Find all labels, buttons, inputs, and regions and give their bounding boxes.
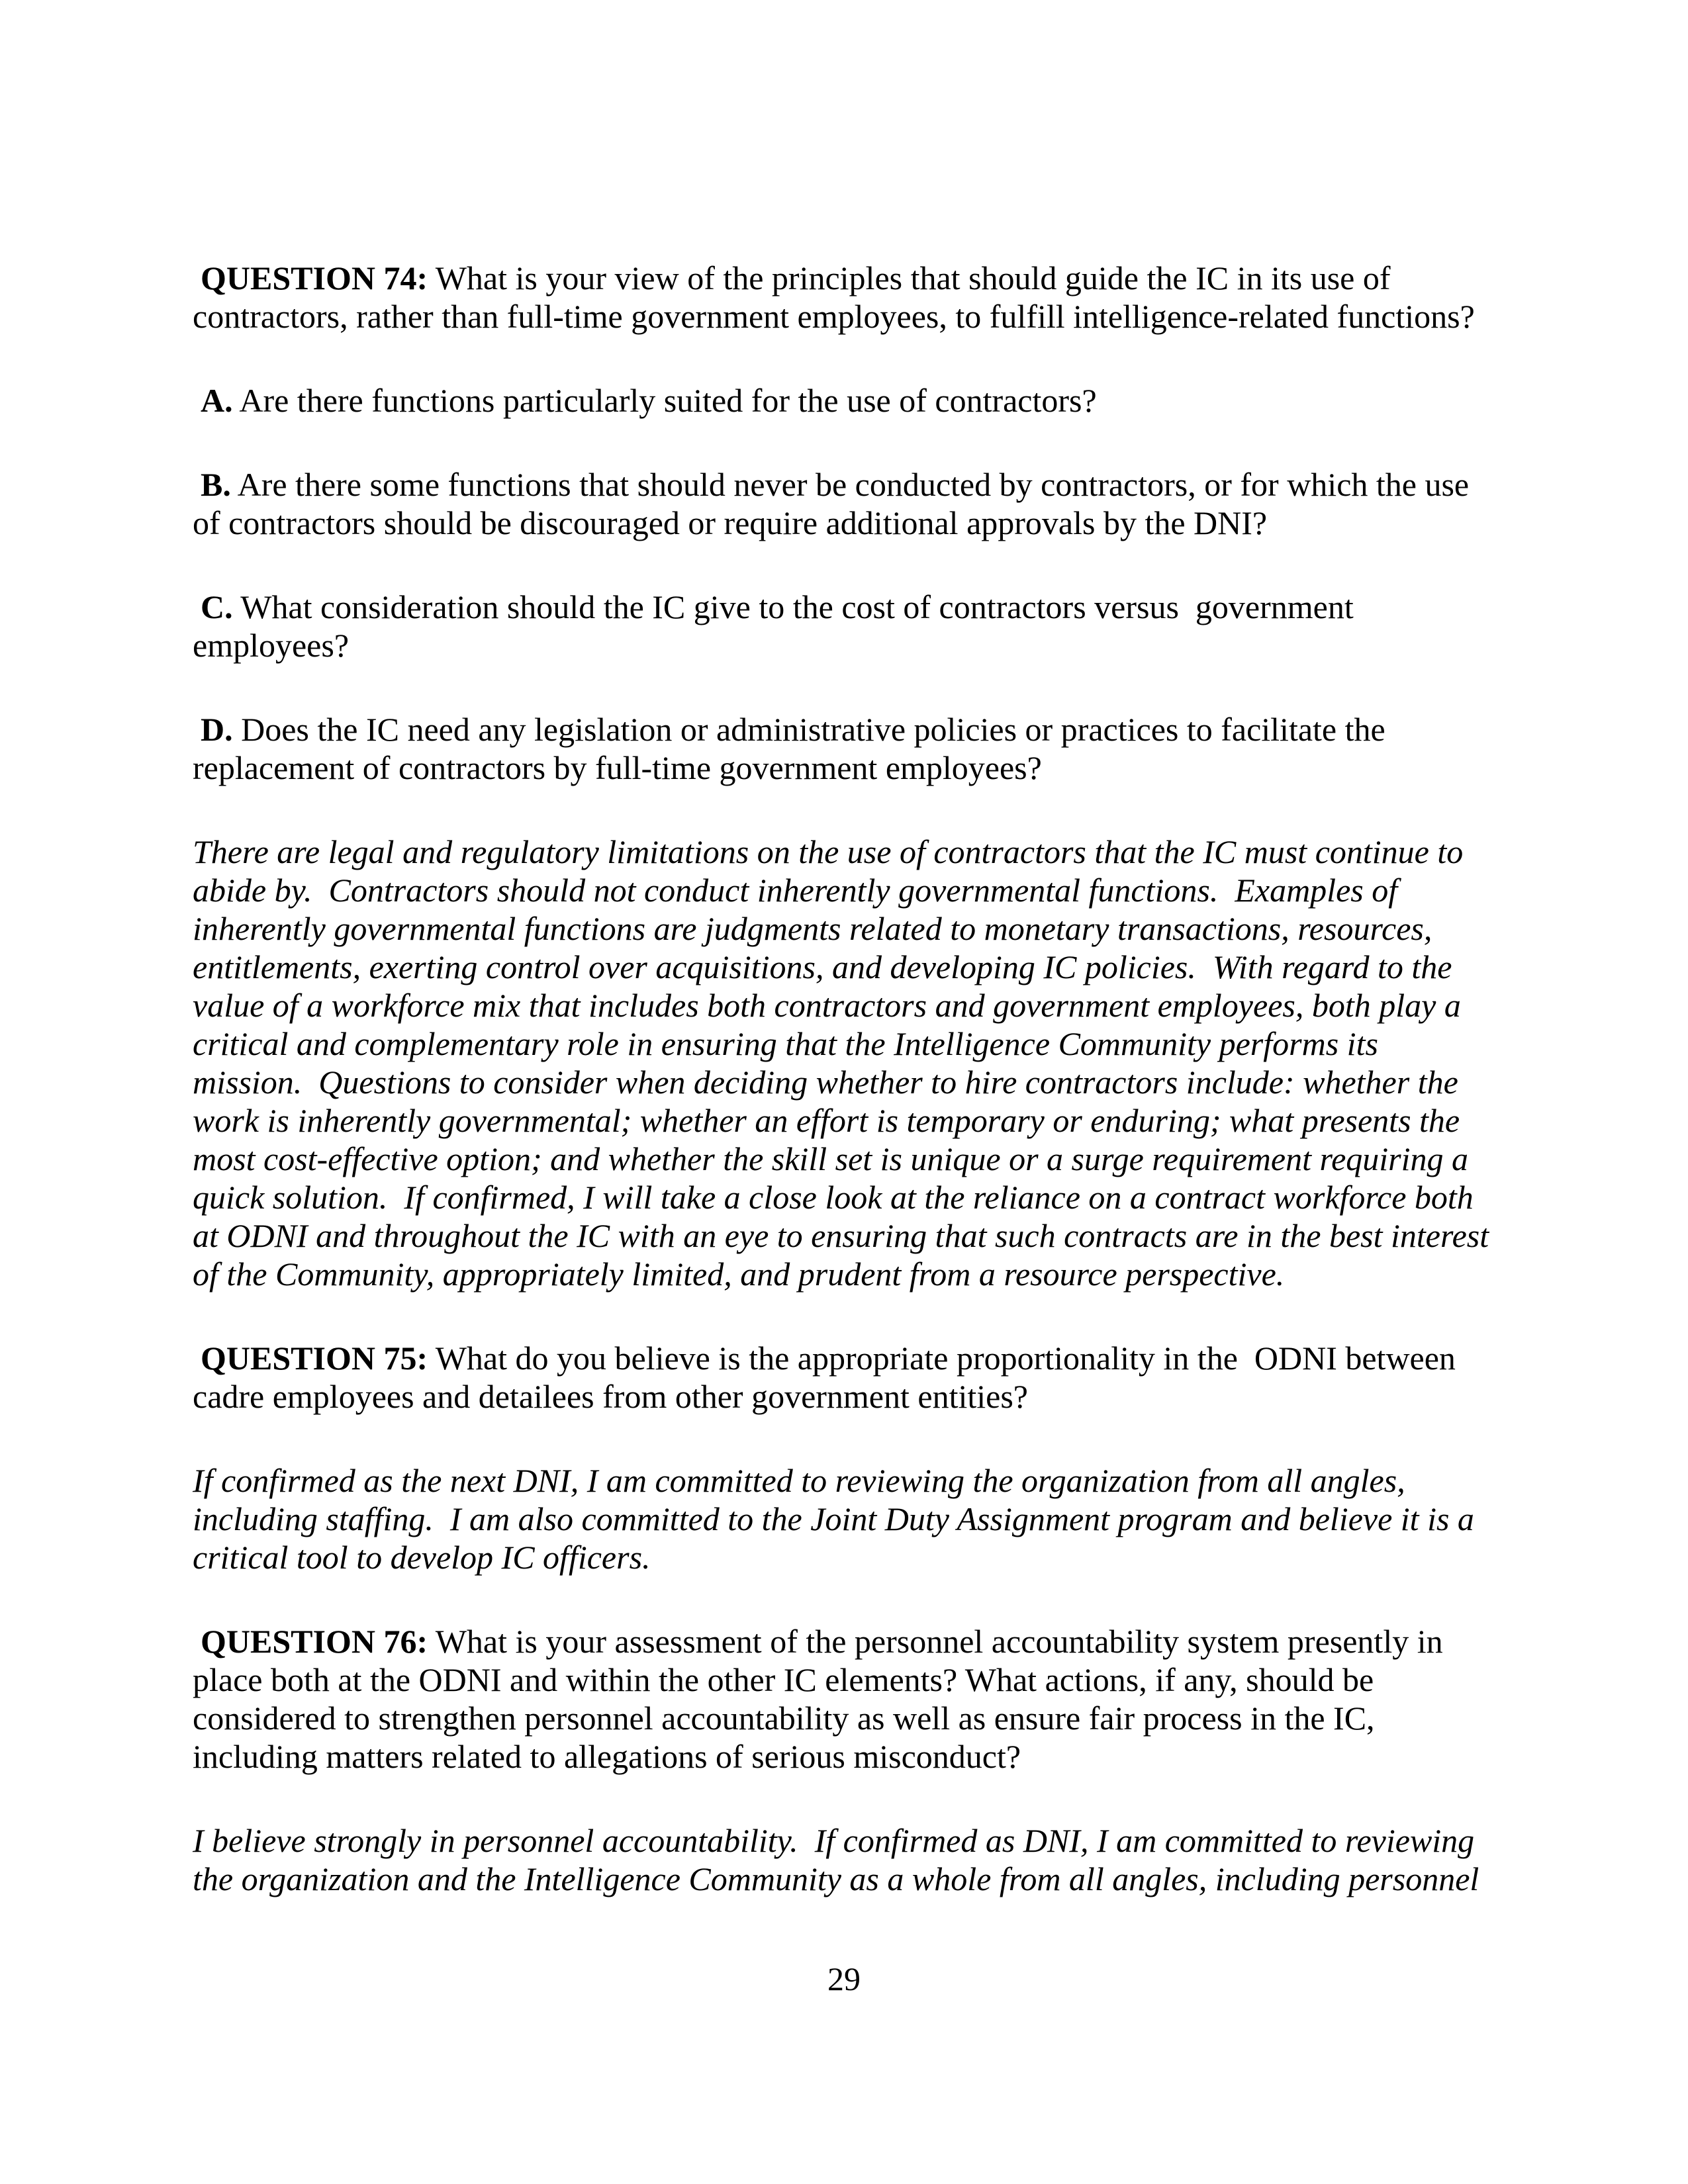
answer-76-partial xyxy=(193,1821,1489,1898)
question-74 xyxy=(193,259,1489,336)
answer-74 xyxy=(193,833,1497,1293)
subquestion-a-label: A. xyxy=(201,382,233,419)
subquestion-d xyxy=(193,710,1489,787)
subquestion-a xyxy=(193,381,1489,420)
subquestion-a-text: Are there functions particularly suited for the use of contractors? xyxy=(232,382,1097,419)
question-75 xyxy=(193,1339,1489,1416)
question-76 xyxy=(193,1622,1489,1776)
subquestion-c-text: What consideration should the IC give to the cost of contractors versus government employees? xyxy=(193,588,1362,664)
subquestion-d-label: D. xyxy=(201,711,233,748)
answer-76-text: I believe strongly in personnel accountability. If confirmed as DNI, I am committed to reviewing the organization and the Intelligence Community as a whole from all angles, including personnel xyxy=(193,1822,1483,1897)
question-76-label: QUESTION 76: xyxy=(201,1623,428,1660)
subquestion-d-text: Does the IC need any legislation or administrative policies or practices to facilitate the replacement of contractors by full-time government employees? xyxy=(193,711,1394,786)
question-76-text: What is your assessment of the personnel accountability system presently in place both at the ODNI and within the other IC elements? What actions, if any, should be considered to strengthen personnel accountability as well as ensure fair process in the IC, including matters related to allegations of serious misconduct? xyxy=(193,1623,1452,1775)
answer-75-text: If confirmed as the next DNI, I am committed to reviewing the organization from all angles, including staffing. I am also committed to the Joint Duty Assignment program and believe it is a critical tool to develop IC officers. xyxy=(193,1462,1483,1576)
answer-75 xyxy=(193,1461,1489,1576)
subquestion-b-label: B. xyxy=(201,466,231,503)
subquestion-c xyxy=(193,588,1489,664)
question-75-text: What do you believe is the appropriate proportionality in the ODNI between cadre employees and detailees from other government entities? xyxy=(193,1340,1464,1415)
answer-74-text: There are legal and regulatory limitations on the use of contractors that the IC must continue to abide by. Contractors should not conduct inherently governmental functions. Examples of inherently governmental functions are judgments related to monetary transactions, resources, entitlements, exerting control over acquisitions, and developing IC policies. With regard to the value of a workforce mix that includes both contractors and government employees, both play a critical and complementary role in ensuring that the Intelligence Community performs its mission. Questions to consider when deciding whether to hire contractors include: whether the work is inherently governmental; whether an effort is temporary or enduring; what presents the most cost-effective option; and whether the skill set is unique or a surge requirement requiring a quick solution. If confirmed, I will take a close look at the reliance on a contract workforce both at ODNI and throughout the IC with an eye to ensuring that such contracts are in the best interest of the Community, appropriately limited, and prudent from a resource perspective. xyxy=(193,833,1497,1293)
question-74-text: What is your view of the principles that should guide the IC in its use of contractors, rather than full-time government employees, to fulfill intelligence-related functions? xyxy=(193,259,1475,335)
question-74-label: QUESTION 74: xyxy=(201,259,428,296)
subquestion-c-label: C. xyxy=(201,588,233,625)
page-number: 29 xyxy=(827,1960,861,1997)
subquestion-b-text: Are there some functions that should never be conducted by contractors, or for which the use of contractors should be discouraged or require additional approvals by the DNI? xyxy=(193,466,1477,541)
question-75-label: QUESTION 75: xyxy=(201,1340,428,1377)
subquestion-b xyxy=(193,465,1489,542)
